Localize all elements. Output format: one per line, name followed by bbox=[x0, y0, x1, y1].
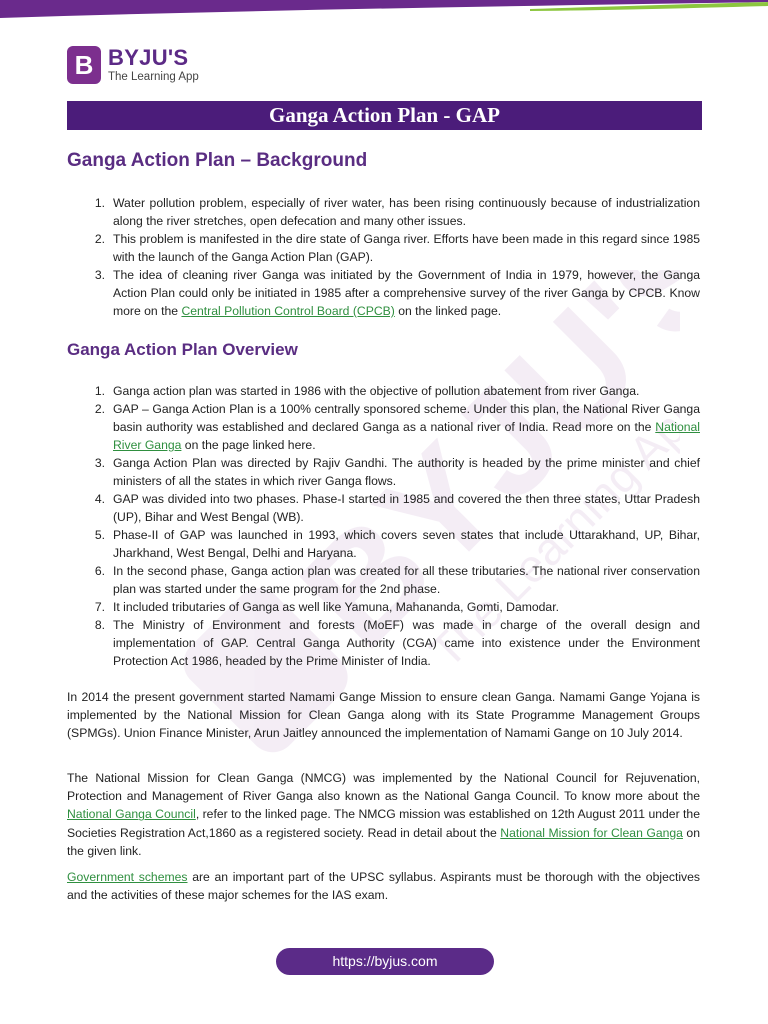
overview-list bbox=[67, 382, 700, 670]
background-list bbox=[67, 194, 700, 320]
list-number: 1. bbox=[94, 384, 105, 398]
list-item-text: In the second phase, Ganga action plan was created for all these tributaries. The national river conservation plan was started under the same program for the 2nd phase. bbox=[113, 564, 700, 596]
page-title: Ganga Action Plan - GAP bbox=[67, 101, 702, 130]
svg-text:BYJU'S: BYJU'S bbox=[268, 270, 680, 679]
list-item bbox=[67, 526, 700, 562]
logo-badge bbox=[67, 46, 101, 84]
list-number: 3. bbox=[94, 268, 105, 282]
byjus-logo bbox=[67, 44, 199, 86]
list-item-text: on the page linked here. bbox=[181, 438, 316, 452]
footer-url-button[interactable]: https://byjus.com bbox=[276, 948, 494, 975]
list-item-text: Ganga action plan was started in 1986 with the objective of pollution abatement from river Ganga. bbox=[113, 384, 640, 398]
list-item-text: GAP was divided into two phases. Phase-I started in 1985 and covered the then three states, Uttar Pradesh (UP), Bihar and West Bengal (WB). bbox=[113, 492, 700, 524]
list-number: 8. bbox=[94, 618, 105, 632]
link-national-river-ganga[interactable]: National River Ganga bbox=[113, 420, 700, 452]
list-item bbox=[67, 616, 700, 670]
paragraph-text: In 2014 the present government started Namami Gange Mission to ensure clean Ganga. Namami Gange Yojana is implemented by the National Mission for Clean Ganga along with its State Programme Management Groups (SPMGs). Union Finance Minister, Arun Jaitley announced the implementation of Namami Gange on 10 July 2014. bbox=[67, 690, 700, 741]
list-item bbox=[67, 598, 700, 616]
list-number: 6. bbox=[94, 564, 105, 578]
list-item bbox=[67, 562, 700, 598]
list-number: 5. bbox=[94, 528, 105, 542]
list-item bbox=[67, 490, 700, 526]
list-item-text: GAP – Ganga Action Plan is a 100% centrally sponsored scheme. Under this plan, the National River Ganga basin authority was established and declared Ganga as a national river of India. Read more on the bbox=[113, 402, 700, 434]
list-item-text: The Ministry of Environment and forests (MoEF) was made in charge of the overall design and implementation of GAP. Central Ganga Authority (CGA) came into existence under the Environment Protection Act 1986, headed by the Prime Minister of India. bbox=[113, 618, 700, 668]
logo-tagline: The Learning App bbox=[108, 70, 199, 83]
paragraph-text: , refer to the linked page. The NMCG mission was established on 12th August 2011 under the Societies Registration Act,1860 as a registered society. Read in detail about the bbox=[67, 807, 700, 840]
list-item-text: Water pollution problem, especially of river water, has been rising continuously because of industrialization along the river stretches, open defecation and many other issues. bbox=[113, 196, 700, 228]
link-government-schemes[interactable]: Government schemes bbox=[67, 870, 188, 884]
paragraph-text: are an important part of the UPSC syllabus. Aspirants must be thorough with the objectives and the activities of these major schemes for the IAS exam. bbox=[67, 870, 701, 903]
paragraph-government-schemes bbox=[67, 868, 700, 904]
list-item-text: Ganga Action Plan was directed by Rajiv Gandhi. The authority is headed by the prime minister and chief ministers of all the states in which river Ganga flows. bbox=[113, 456, 700, 488]
list-number: 3. bbox=[94, 456, 105, 470]
link-national-ganga-council[interactable]: National Ganga Council bbox=[67, 807, 196, 822]
section-heading-background: Ganga Action Plan – Background bbox=[67, 150, 368, 171]
list-item bbox=[67, 194, 700, 230]
link-cpcb[interactable]: Central Pollution Control Board (CPCB) bbox=[181, 304, 395, 318]
list-item bbox=[67, 454, 700, 490]
paragraph-nmcg bbox=[67, 769, 700, 860]
section-heading-overview: Ganga Action Plan Overview bbox=[67, 340, 298, 359]
list-item bbox=[67, 230, 700, 266]
paragraph-text: on the given link. bbox=[67, 825, 700, 858]
list-item-text: The idea of cleaning river Ganga was initiated by the Government of India in 1979, however, the Ganga Action Plan could only be initiated in 1985 after a comprehensive survey of the river Ganga by CPCB. Know more on the bbox=[113, 268, 700, 318]
link-nmcg[interactable]: National Mission for Clean Ganga bbox=[500, 825, 683, 840]
logo-name: BYJU'S bbox=[108, 44, 189, 70]
list-item bbox=[67, 266, 700, 320]
list-item bbox=[67, 382, 700, 400]
list-item-text: Phase-II of GAP was launched in 1993, which covers seven states that include Uttarakhand, UP, Bihar, Jharkhand, West Bengal, Delhi and Haryana. bbox=[113, 528, 700, 560]
list-item bbox=[67, 400, 700, 454]
list-item-text: on the linked page. bbox=[394, 304, 502, 318]
logo-letter: B bbox=[74, 50, 94, 80]
list-number: 4. bbox=[94, 492, 105, 506]
list-number: 2. bbox=[94, 232, 105, 246]
top-decorative-bar bbox=[0, 0, 768, 18]
list-number: 2. bbox=[94, 402, 105, 416]
list-number: 1. bbox=[94, 196, 105, 210]
list-number: 7. bbox=[94, 600, 105, 614]
paragraph-text: The National Mission for Clean Ganga (NMCG) was implemented by the National Council for Rejuvenation, Protection and Management of River Ganga also known as the National Ganga Council. To know more about the bbox=[67, 771, 700, 804]
paragraph-namami-gange bbox=[67, 688, 700, 743]
list-item-text: This problem is manifested in the dire state of Ganga river. Efforts have been made in this regard since 1985 with the launch of the Ganga Action Plan (GAP). bbox=[113, 232, 700, 264]
svg-text:The Learning App: The Learning App bbox=[419, 383, 680, 678]
list-item-text: It included tributaries of Ganga as well like Yamuna, Mahananda, Gomti, Damodar. bbox=[113, 600, 559, 614]
